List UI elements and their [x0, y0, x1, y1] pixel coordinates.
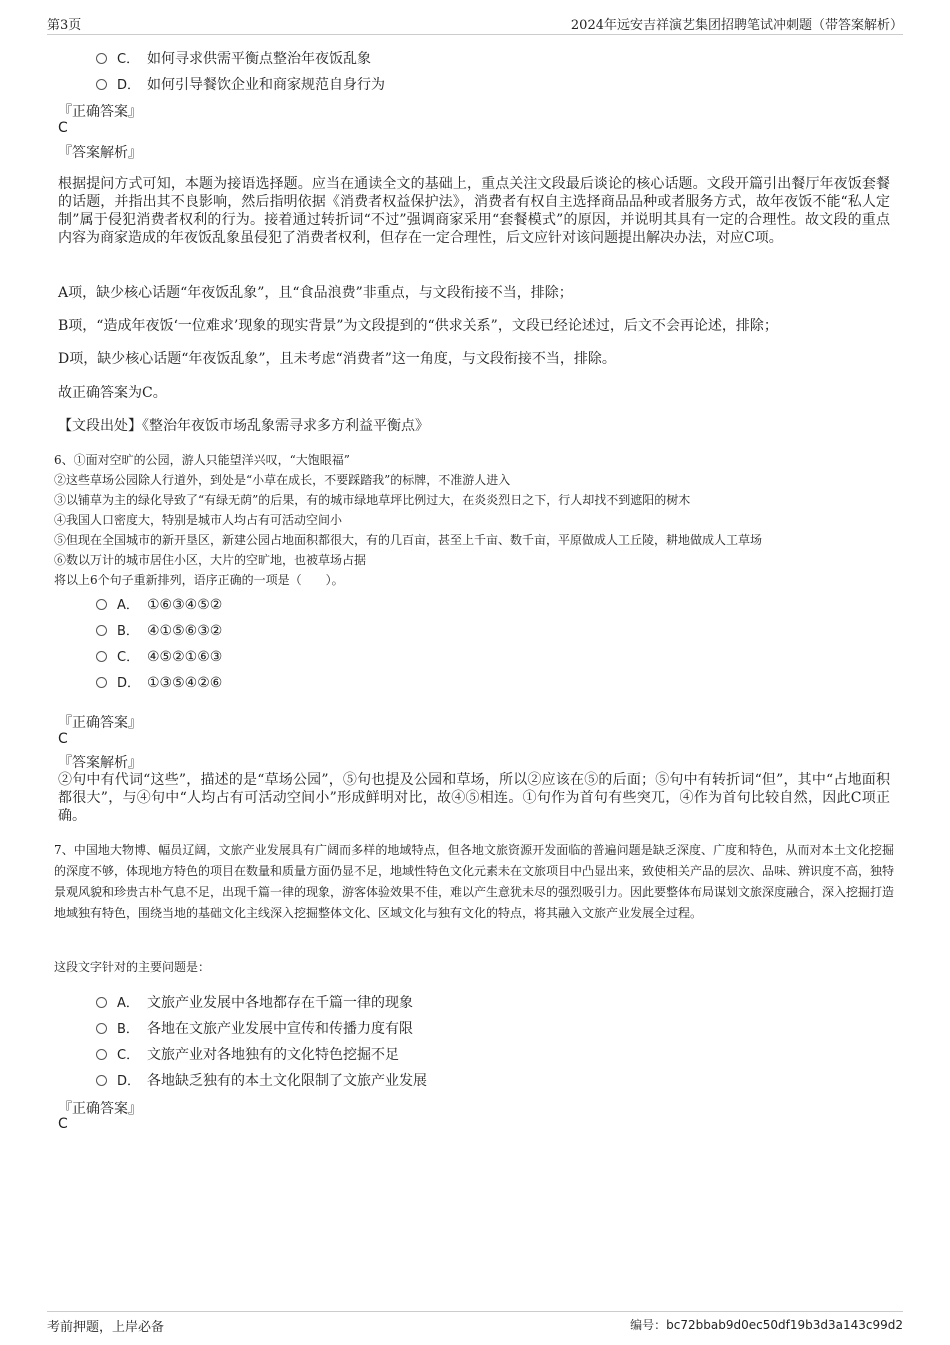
q5-conclusion: 故正确答案为C。 [58, 385, 167, 401]
q7-option-b[interactable]: B． 各地在文旅产业发展中宣传和传播力度有限 [96, 1018, 413, 1038]
q6-stem-line: ②这些草场公园除人行道外，到处是“小草在成长，不要踩踏我”的标牌，不准游人进入 [54, 473, 511, 487]
q5-note-b: B项，“造成年夜饭‘一位难求’现象的现实背景”为文段提到的“供求关系”，文段已经论述过，后文不会再论述，排除； [58, 318, 778, 334]
document-code: 编号：bc72bbab9d0ec50df19b3d3a143c99d2 [630, 1318, 903, 1332]
page-number: 第3页 [47, 18, 82, 33]
q6-stem-line: ④我国人口密度大，特别是城市人均占有可活动空间小 [54, 513, 343, 527]
q6-option-a[interactable]: A． ①⑥③④⑤② [96, 594, 222, 613]
q7-stem: 7、中国地大物博、幅员辽阔，文旅产业发展具有广阔而多样的地域特点，但各地文旅资源开发面临的普遍问题是缺乏深度、广度和特色，从而对本土文化挖掘的深度不够，体现地方特色的项目在数量和质量方面仍显不足，地域性特色文化元素未在文旅项目中凸显出来，致使相关产品的层次、品味、辨识度不高，独特景观风貌和珍贵古朴气息不足，出现千篇一律的现象，游客体验效果不佳，难以产生意犹未尽的强烈吸引力。因此要整体布局谋划文旅深度融合，深入挖掘打造地域独有特色，围绕当地的基础文化主线深入挖掘整体文化、区域文化与独有文化的特点，将其融入文旅产业发展全过程。 [54, 843, 895, 920]
radio-icon[interactable] [96, 1049, 107, 1060]
q5-answer: C [58, 120, 68, 136]
radio-icon[interactable] [96, 1075, 107, 1086]
q6-analysis-label: 『答案解析』 [58, 755, 142, 771]
q5-option-c[interactable]: C． 如何寻求供需平衡点整治年夜饭乱象 [96, 48, 371, 68]
q6-stem-line: 6、①面对空旷的公园，游人只能望洋兴叹，“大饱眼福” [54, 453, 350, 467]
q6-answer: C [58, 731, 68, 747]
q6-option-c[interactable]: C． ④⑤②①⑥③ [96, 646, 222, 665]
radio-icon[interactable] [96, 1023, 107, 1034]
q5-answer-label: 『正确答案』 [58, 104, 142, 120]
q7-answer: C [58, 1116, 68, 1132]
q6-option-b[interactable]: B． ④①⑤⑥③② [96, 620, 222, 639]
document-title: 2024年远安吉祥演艺集团招聘笔试冲刺题（带答案解析） [570, 18, 903, 33]
q5-analysis-label: 『答案解析』 [58, 145, 142, 161]
q6-stem-line: ⑥数以万计的城市居住小区，大片的空旷地，也被草场占据 [54, 553, 367, 567]
q5-analysis: 根据提问方式可知，本题为接语选择题。应当在通读全文的基础上，重点关注文段最后谈论的核心话题。文段开篇引出餐厅年夜饭套餐的话题，并指出其不良影响，然后指明依据《消费者权益保护法》，消费者有权自主选择商品品种或者服务方式，故年夜饭不能“私人定制”属于侵犯消费者权利的行为。接着通过转折词“不过”强调商家采用“套餐模式”的原因，并说明其具有一定的合理性。故文段的重点内容为商家造成的年夜饭乱象虽侵犯了消费者权利，但存在一定合理性，后文应针对该问题提出解决办法，对应C项。 [58, 176, 890, 246]
q7-option-a[interactable]: A． 文旅产业发展中各地都存在千篇一律的现象 [96, 992, 413, 1012]
q7-option-c[interactable]: C． 文旅产业对各地独有的文化特色挖掘不足 [96, 1044, 399, 1064]
q7-question: 这段文字针对的主要问题是： [54, 960, 211, 974]
q6-stem-line: ⑤但现在全国城市的新开垦区，新建公园占地面积都很大，有的几百亩，甚至上千亩、数千亩，平原做成人工丘陵，耕地做成人工草场 [54, 533, 763, 547]
q7-option-d[interactable]: D． 各地缺乏独有的本土文化限制了文旅产业发展 [96, 1070, 427, 1090]
q6-stem-line: ③以铺草为主的绿化导致了“有绿无荫”的后果，有的城市绿地草坪比例过大，在炎炎烈日之下，行人却找不到遮阳的树木 [54, 493, 691, 507]
radio-icon[interactable] [96, 53, 107, 64]
radio-icon[interactable] [96, 677, 107, 688]
q7-answer-label: 『正确答案』 [58, 1101, 142, 1117]
q5-note-a: A项，缺少核心话题“年夜饭乱象”，且“食品浪费”非重点，与文段衔接不当，排除； [58, 285, 573, 301]
footer-slogan: 考前押题，上岸必备 [47, 1320, 165, 1335]
page-footer [47, 1311, 903, 1336]
q6-answer-label: 『正确答案』 [58, 715, 142, 731]
q5-option-d[interactable]: D． 如何引导餐饮企业和商家规范自身行为 [96, 74, 385, 94]
radio-icon[interactable] [96, 625, 107, 636]
radio-icon[interactable] [96, 79, 107, 90]
q6-option-d[interactable]: D． ①③⑤④②⑥ [96, 672, 222, 691]
page-header [47, 14, 903, 35]
radio-icon[interactable] [96, 997, 107, 1008]
radio-icon[interactable] [96, 599, 107, 610]
q6-question: 将以上6个句子重新排列，语序正确的一项是（ ）。 [54, 573, 344, 587]
q6-analysis: ②句中有代词“这些”，描述的是“草场公园”，⑤句也提及公园和草场，所以②应该在⑤的后面；⑤句中有转折词“但”，其中“占地面积都很大”，与④句中“人均占有可活动空间小”形成鲜明对比，故④⑤相连。①句作为首句有些突兀，④作为首句比较自然，因此C项正确。 [58, 772, 890, 824]
radio-icon[interactable] [96, 651, 107, 662]
q5-source: 【文段出处】《整治年夜饭市场乱象需寻求多方利益平衡点》 [58, 418, 429, 434]
q5-note-d: D项，缺少核心话题“年夜饭乱象”，且未考虑“消费者”这一角度，与文段衔接不当，排除。 [58, 351, 616, 367]
